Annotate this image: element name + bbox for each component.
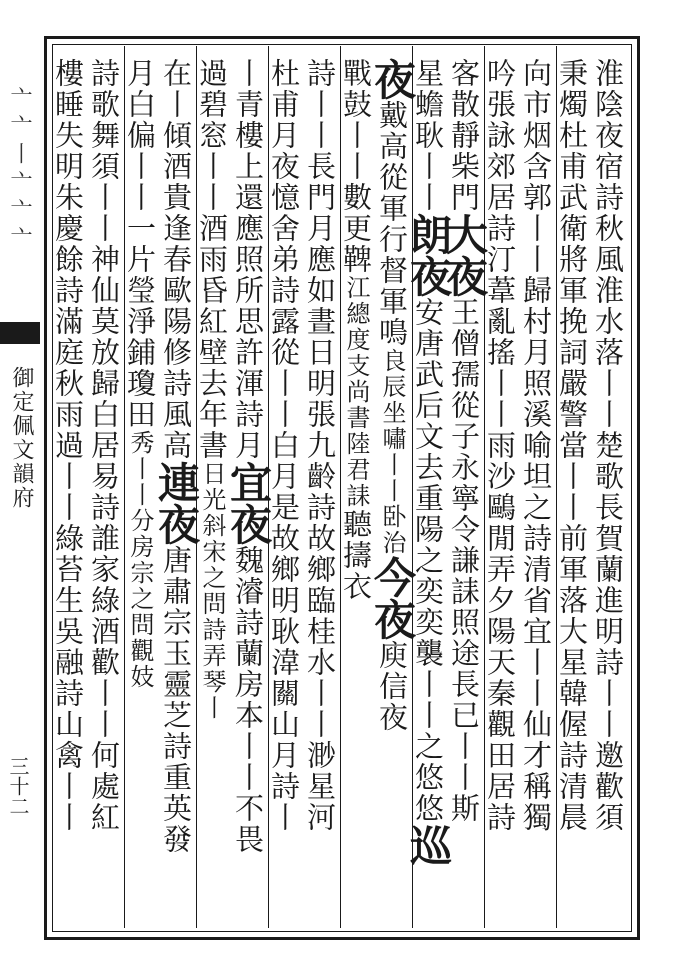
text-run: 在丨傾酒貴逢春歐陽修詩風高 (159, 58, 193, 461)
text-column (268, 58, 304, 918)
text-column (224, 58, 273, 918)
column-rule (340, 46, 341, 928)
fish-tail-mark (0, 322, 40, 344)
text-run: 戴高從軍行督軍鳴 (375, 100, 409, 348)
text-run: 王僧孺從子永寧令謙誄照途長已丨丨斯 (447, 297, 481, 824)
fore-edge-margin (0, 36, 40, 940)
entry-headword: 朗夜 (404, 213, 453, 297)
column-rule (124, 46, 125, 928)
column-rule (484, 46, 485, 928)
text-run: 吟張詠郊居詩汀葦亂搖丨丨雨沙鷗閒弄夕陽天秦觀田居詩 (483, 58, 517, 833)
entry-headword: 大夜 (440, 213, 489, 297)
text-run: 向市烟含郭丨丨歸村月照溪喻坦之詩清省宜丨丨仙才稱獨 (519, 58, 553, 833)
entry-headword: 今夜 (368, 556, 417, 640)
text-run: 戰鼓丨丨數更鞞 (339, 58, 373, 275)
cut-off-column-fragment: 亠亠丨亠亠亠 (7, 86, 32, 254)
text-run: 江總度支尚書陸君誄 (342, 275, 370, 509)
text-column (404, 58, 453, 918)
text-column (52, 58, 88, 918)
text-run: 丨青樓上還應照所思許渾詩月 (231, 58, 265, 461)
text-run: 魏濬詩蘭房本丨丨不畏 (231, 545, 265, 855)
text-run: 庾信夜 (375, 640, 409, 733)
text-run: 安唐武后文去重陽之奕奕襲丨丨之悠悠 (411, 297, 445, 824)
text-column (484, 58, 520, 918)
column-rule (556, 46, 557, 928)
text-run: 樓睡失明朱慶餘詩滿庭秋雨過丨丨綠苔生吳融詩山禽丨丨 (51, 58, 85, 833)
entry-headword: 巡 (404, 824, 453, 866)
text-run: 秉燭杜甫武衛將軍挽詞嚴警當丨丨前軍落大星韓偓詩清晨 (555, 58, 589, 833)
text-column (592, 58, 628, 918)
text-column (152, 58, 201, 918)
entry-headword: 夜 (368, 58, 417, 100)
text-run: 日光斜宋之問詩弄琴丨 (198, 461, 226, 721)
text-run: 秀丨丨分房宗之問觀妓 (126, 430, 154, 690)
text-column (196, 58, 232, 918)
page-number: 三十二 (6, 756, 30, 816)
text-run: 詩丨丨長門月應如晝日明張九齡詩故鄉臨桂水丨丨渺星河 (303, 58, 337, 833)
text-column (520, 58, 556, 918)
book-title: 御定佩文韻府 (9, 366, 34, 510)
text-run: 月白偏丨丨一片瑩淨鋪瓊田 (123, 58, 157, 430)
text-column (556, 58, 592, 918)
text-run: 客散靜柴門 (447, 58, 481, 213)
text-column (304, 58, 340, 918)
entry-headword: 宜夜 (224, 461, 273, 545)
text-run: 良辰坐嘯丨丨卧治 (378, 348, 406, 556)
text-column (88, 58, 124, 918)
text-run: 唐肅宗玉靈芝詩重英發 (159, 545, 193, 855)
entry-headword: 連夜 (152, 461, 201, 545)
text-run: 星蟾耿丨丨 (411, 58, 445, 213)
text-run: 淮陰夜宿詩秋風淮水落丨丨楚歌長賀蘭進明詩丨丨邀歡須 (591, 58, 625, 833)
text-run: 過碧窓丨丨酒雨昏紅壁去年書 (195, 58, 229, 461)
text-run: 杜甫月夜憶舍弟詩露從丨丨白月是故鄉明耿湋關山月詩丨 (267, 58, 301, 833)
text-column (368, 58, 417, 918)
column-rule (412, 46, 413, 928)
text-column (440, 58, 489, 918)
text-column (340, 58, 376, 918)
text-run: 詩歌舞須丨丨神仙莫放歸白居易詩誰家綠酒歡丨丨何處紅 (87, 58, 121, 833)
text-column (124, 58, 160, 918)
text-run: 聽擣衣 (339, 509, 373, 602)
